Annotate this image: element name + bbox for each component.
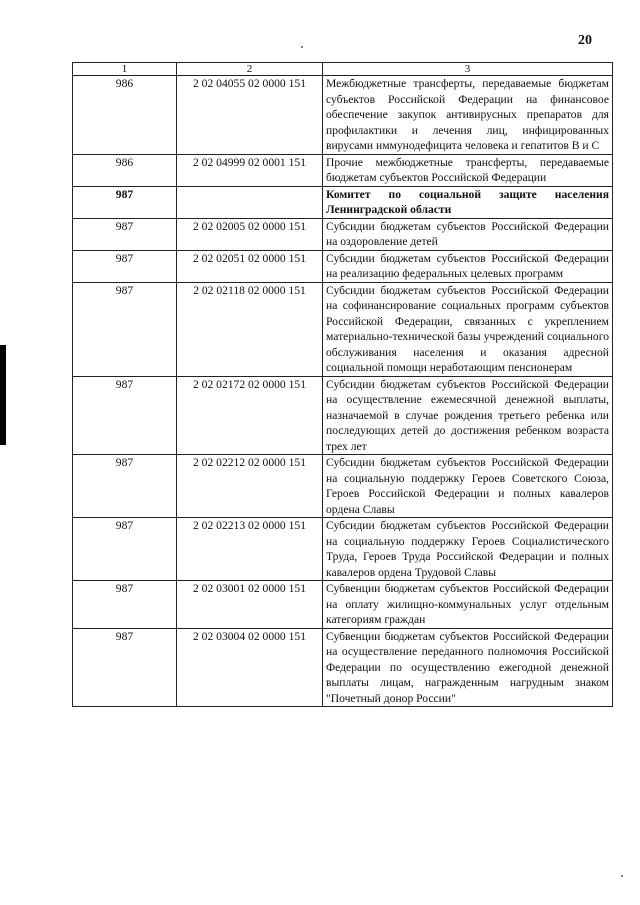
table-row [73,581,613,629]
budget-codes-table [72,62,613,707]
admin-code-cell: 987 [73,250,177,282]
table-row [73,218,613,250]
table-row [73,628,613,707]
table-row [73,76,613,155]
budget-classification-code-cell: 2 02 04055 02 0000 151 [177,76,323,155]
table-row [73,455,613,518]
header-row [73,63,613,76]
budget-classification-code-cell [177,186,323,218]
table-row [73,376,613,455]
description-cell: Субсидии бюджетам субъектов Российской Федерации на осуществление ежемесячной денежной выплаты, назначаемой в случае рождения третьего ребенка или последующих детей до достижения ребенком возраста трех лет [323,376,613,455]
description-cell: Межбюджетные трансферты, передаваемые бюджетам субъектов Российской Федерации на финансовое обеспечение закупок антивирусных препаратов для профилактики и лечения лиц, инфицированных вирусами иммунодефицита человека и гепатитов В и С [323,76,613,155]
description-cell: Прочие межбюджетные трансферты, передаваемые бюджетам субъектов Российской Федерации [323,154,613,186]
table-row [73,518,613,581]
table-row [73,186,613,218]
admin-code-cell: 987 [73,376,177,455]
budget-classification-code-cell: 2 02 03001 02 0000 151 [177,581,323,629]
budget-classification-code-cell: 2 02 03004 02 0000 151 [177,628,323,707]
budget-classification-code-cell: 2 02 04999 02 0001 151 [177,154,323,186]
admin-code-cell: 986 [73,154,177,186]
admin-code-cell: 987 [73,186,177,218]
budget-classification-code-cell: 2 02 02118 02 0000 151 [177,282,323,376]
admin-code-cell: 987 [73,455,177,518]
description-cell: Субсидии бюджетам субъектов Российской Федерации на оздоровление детей [323,218,613,250]
admin-code-cell: 987 [73,581,177,629]
description-cell: Комитет по социальной защите населения Ленинградской области [323,186,613,218]
admin-code-cell: 987 [73,518,177,581]
budget-classification-code-cell: 2 02 02172 02 0000 151 [177,376,323,455]
admin-code-cell: 987 [73,282,177,376]
column-header-3: 3 [323,63,613,76]
table-row [73,250,613,282]
budget-classification-code-cell: 2 02 02213 02 0000 151 [177,518,323,581]
admin-code-cell: 987 [73,218,177,250]
admin-code-cell: 987 [73,628,177,707]
table-row [73,154,613,186]
description-cell: Субсидии бюджетам субъектов Российской Федерации на реализацию федеральных целевых программ [323,250,613,282]
table-row [73,282,613,376]
budget-classification-code-cell: 2 02 02005 02 0000 151 [177,218,323,250]
description-cell: Субвенции бюджетам субъектов Российской Федерации на оплату жилищно-коммунальных услуг отдельным категориям граждан [323,581,613,629]
column-header-2: 2 [177,63,323,76]
description-cell: Субсидии бюджетам субъектов Российской Федерации на социальную поддержку Героев Социалистического Труда, Героев Труда Российской Федерации и полных кавалеров ордена Трудовой Славы [323,518,613,581]
budget-classification-code-cell: 2 02 02212 02 0000 151 [177,455,323,518]
budget-classification-code-cell: 2 02 02051 02 0000 151 [177,250,323,282]
admin-code-cell: 986 [73,76,177,155]
page-number: 20 [578,33,592,48]
description-cell: Субсидии бюджетам субъектов Российской Федерации на софинансирование социальных программ субъектов Российской Федерации, связанных с укреплением материально-технической базы учреждений социального обслуживания населения и оказания адресной социальной помощи неработающим пенсионерам [323,282,613,376]
scan-edge-mark [0,345,6,445]
scan-speck [621,875,623,877]
description-cell: Субсидии бюджетам субъектов Российской Федерации на социальную поддержку Героев Советского Союза, Героев Российской Федерации и полных кавалеров ордена Славы [323,455,613,518]
column-header-1: 1 [73,63,177,76]
description-cell: Субвенции бюджетам субъектов Российской Федерации на осуществление переданного полномочия Российской Федерации по осуществлению ежегодной денежной выплаты лицам, награжденным нагрудным знаком "Почетный донор России" [323,628,613,707]
scan-speck [301,46,303,48]
